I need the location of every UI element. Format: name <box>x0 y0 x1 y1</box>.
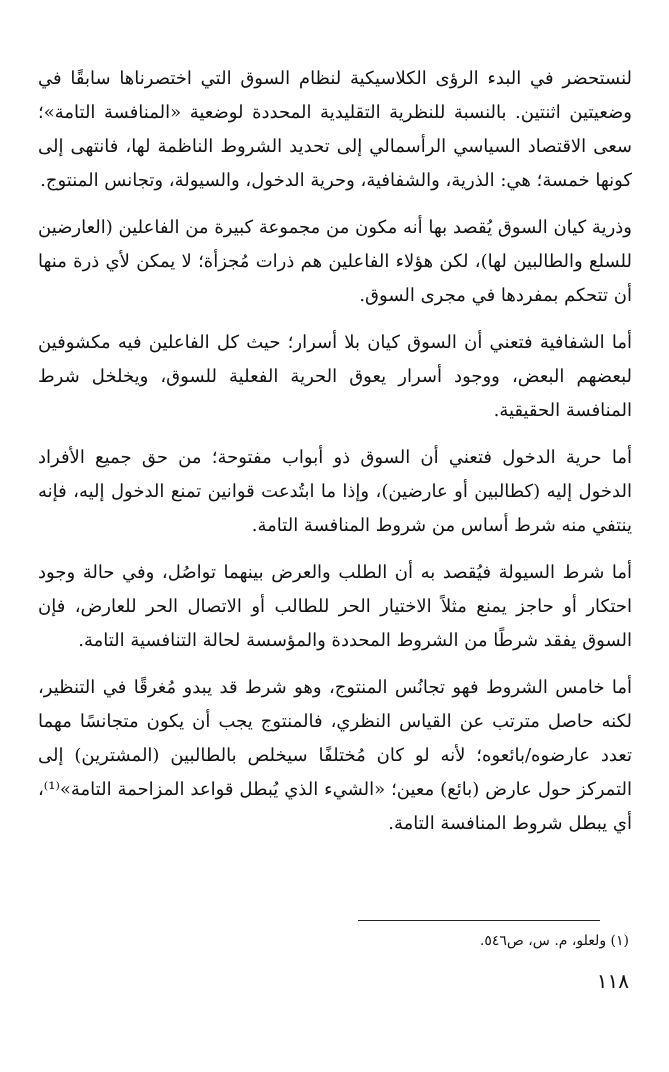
body-text <box>38 62 632 854</box>
footnote-separator <box>358 920 600 921</box>
paragraph-intro: لنستحضر في البدء الرؤى الكلاسيكية لنظام السوق التي اختصرناها سابقًا في وضعيتين اثنتين. بالنسبة للنظرية التقليدية المحددة لوضعية «المنافسة التامة»؛ سعى الاقتصاد السياسي الرأسمالي إلى تحديد الشروط الناظمة لها، فانتهى إلى كونها خمسة؛ هي: الذرية، والشفافية، وحرية الدخول، والسيولة، وتجانس المنتوج. <box>38 68 632 191</box>
paragraph-freedom-of-entry: أما حرية الدخول فتعني أن السوق ذو أبواب مفتوحة؛ من حق جميع الأفراد الدخول إليه (كطالبين أو عارضين)، وإذا ما ابتُدعت قوانين تمنع الدخول إليه، فإنه ينتفي منه شرط أساس من شروط المنافسة التامة. <box>38 447 632 536</box>
page-number: ١١٨ <box>596 969 629 993</box>
paragraph-atomicity: وذرية كيان السوق يُقصد بها أنه مكون من مجموعة كبيرة من الفاعلين (العارضين للسلع والطالبين لها)، لكن هؤلاء الفاعلين هم ذرات مُجزأة؛ لا يمكن لأي ذرة منها أن تتحكم بمفردها في مجرى السوق. <box>38 217 632 306</box>
paragraph-transparency: أما الشفافية فتعني أن السوق كيان بلا أسرار؛ حيث كل الفاعلين فيه مكشوفين لبعضهم البعض، ووجود أسرار يعوق الحرية الفعلية للسوق، ويخلخل شرط المنافسة الحقيقية. <box>38 332 632 421</box>
paragraph-product-homogeneity: أما خامس الشروط فهو تجانُس المنتوج، وهو شرط قد يبدو مُغرقًا في التنظير، لكنه حاصل مترتب عن القياس النظري، فالمنتوج يجب أن يكون متجانسًا مهما تعدد عارضوه/بائعوه؛ لأنه لو كان مُختلفًا سيخلص بالطالبين (المشترين) إلى التمركز حول عارض (بائع) معين؛ «الشيء الذي يُبطل قواعد المزاحمة التامة»⁽¹⁾، أي يبطل شروط المنافسة التامة. <box>38 677 632 834</box>
paragraph-liquidity: أما شرط السيولة فيُقصد به أن الطلب والعرض بينهما تواصُل، وفي حالة وجود احتكار أو حاجز يمنع مثلاً الاختيار الحر للطالب أو الاتصال الحر للعارض، فإن السوق يفقد شرطًا من الشروط المحددة والمؤسسة لحالة التنافسية التامة. <box>38 562 632 651</box>
footnote: (١) ولعلو، م. س، ص٥٤٦. <box>479 933 629 949</box>
